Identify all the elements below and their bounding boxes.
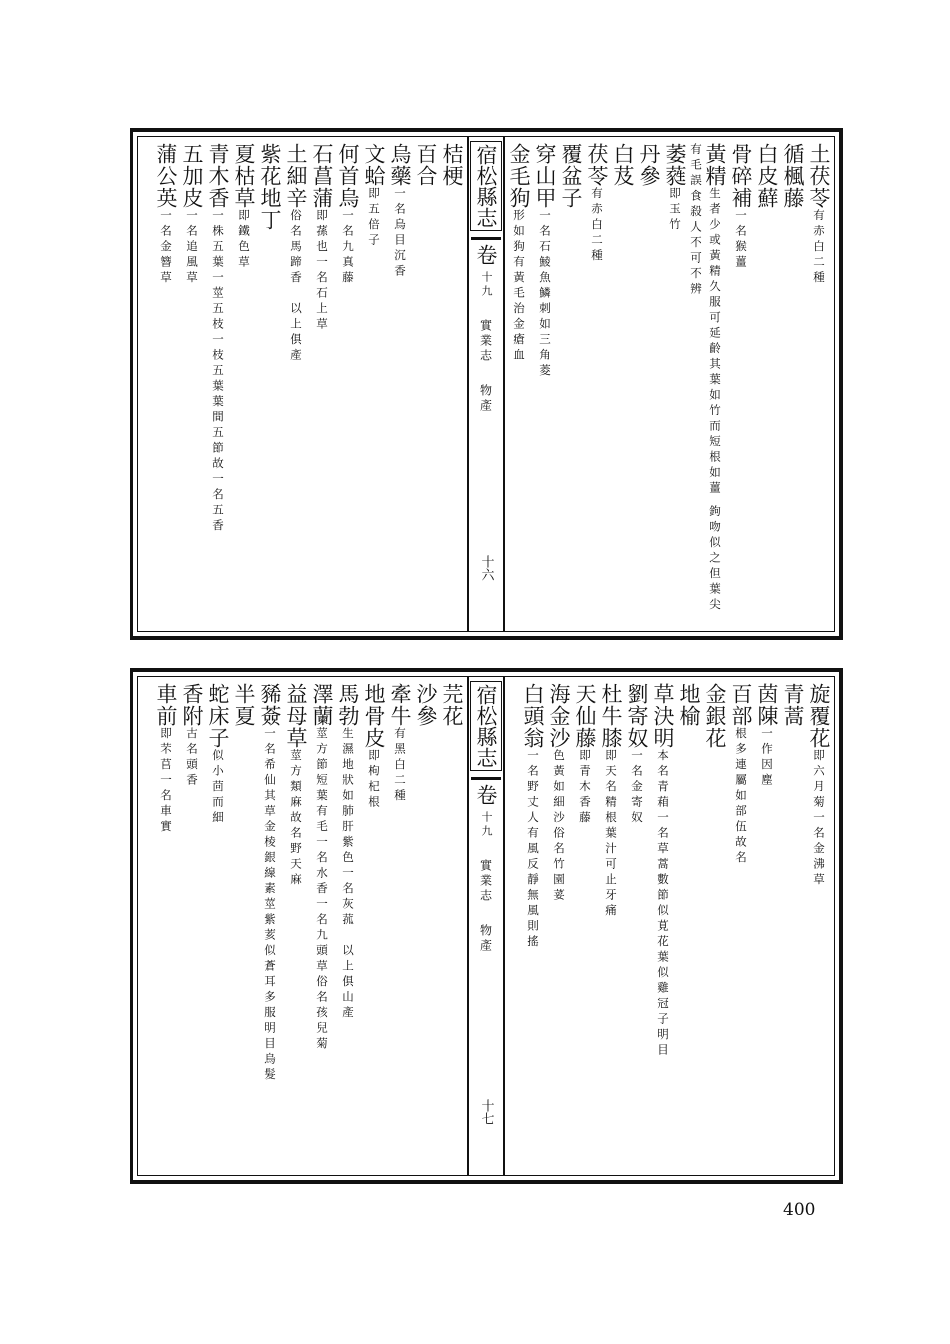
entry-name: 五加皮 <box>180 143 204 209</box>
entry-note: 一名野丈人有風反靜無風則搖 <box>526 749 540 951</box>
entry-note: 即蓀也一名石上草 <box>315 209 329 333</box>
entry-name: 萎蕤 <box>663 143 687 187</box>
entry-note: 本名青葙一名草蒿數節似莧花葉似雞冠子明目 <box>656 749 670 1059</box>
leaf-number: 十六 <box>478 555 494 581</box>
entry-name: 文蛤 <box>362 143 386 187</box>
entry-name: 青蒿 <box>781 683 805 727</box>
entry-name: 青木香 <box>206 143 230 209</box>
entry-note: 俗名馬蹄香 以上俱產 <box>289 209 303 364</box>
entry-name: 桔梗 <box>440 143 464 187</box>
entry-name: 茵陳 <box>755 683 779 727</box>
entry-note: 即鐵色草 <box>237 209 251 271</box>
entry-column <box>546 683 572 1171</box>
entry-column <box>283 143 309 627</box>
entry-name: 芫花 <box>440 683 464 727</box>
entry-column <box>205 143 231 627</box>
entry-column <box>506 143 532 627</box>
section-title: 實業志 <box>478 859 493 904</box>
entry-name: 車前 <box>154 683 178 727</box>
entry-name: 骨碎補 <box>729 143 753 209</box>
entry-column <box>309 143 335 627</box>
entry-column <box>309 683 335 1171</box>
entry-column <box>257 143 283 627</box>
book-title: 宿松縣志 <box>470 141 502 231</box>
entry-name: 白頭翁 <box>521 683 545 749</box>
entry-note: 一名希仙其草金棱銀線素莖紫荄似蒼耳多服明目烏髮 <box>263 727 277 1084</box>
entry-column <box>806 143 832 627</box>
left-half <box>138 677 467 1175</box>
entry-note: 即玉竹 <box>668 187 682 234</box>
entry-name: 杜牛膝 <box>599 683 623 749</box>
juan-number: 十九 <box>480 811 493 839</box>
entry-name: 白皮蘚 <box>755 143 779 209</box>
entry-name: 丹參 <box>637 143 661 187</box>
entry-note: 古名頭香 <box>185 727 199 789</box>
entry-column <box>153 683 179 1171</box>
entry-column <box>780 683 806 1171</box>
entry-name: 半夏 <box>232 683 256 727</box>
entry-name: 馬勃 <box>336 683 360 727</box>
entry-note: 即枸杞根 <box>367 749 381 811</box>
right-half <box>505 677 834 1175</box>
leaf-number: 十七 <box>478 1099 494 1125</box>
entry-column <box>179 143 205 627</box>
entry-note: 即芣苢一名車實 <box>159 727 173 836</box>
entry-name: 何首烏 <box>336 143 360 209</box>
entry-name: 夏枯草 <box>232 143 256 209</box>
entry-note: 一名九真藤 <box>341 209 355 287</box>
entry-name: 循楓藤 <box>781 143 805 209</box>
entry-column <box>179 683 205 1171</box>
book-title: 宿松縣志 <box>470 681 502 771</box>
entry-name: 牽牛 <box>388 683 412 727</box>
entry-column <box>598 683 624 1171</box>
entry-column <box>153 143 179 627</box>
entry-column <box>662 143 688 627</box>
entry-column <box>676 683 702 1171</box>
entry-name: 益母草 <box>284 683 308 749</box>
entry-column <box>806 683 832 1171</box>
entry-name: 金銀花 <box>703 683 727 749</box>
juan-label: 卷 <box>471 777 501 805</box>
entry-name: 黃精 <box>703 143 727 187</box>
leaf-panel-bottom <box>130 668 843 1184</box>
entry-note: 即五倍子 <box>367 187 381 249</box>
left-half <box>138 137 467 631</box>
entry-name: 烏藥 <box>388 143 412 187</box>
entry-note: 色黃如細沙俗名竹園荽 <box>552 749 566 904</box>
entry-note: 一名石鯪魚鱗刺如三角菱 <box>538 209 552 380</box>
entry-column <box>728 143 754 627</box>
entry-name: 茯苓 <box>585 143 609 187</box>
entry-name: 天仙藤 <box>573 683 597 749</box>
entry-note: 莖方類麻故名野天麻 <box>289 749 303 889</box>
juan-label: 卷 <box>471 237 501 265</box>
entry-name: 草決明 <box>651 683 675 749</box>
entry-column <box>439 143 465 627</box>
entry-column <box>231 143 257 627</box>
entry-name: 蛇床子 <box>206 683 230 749</box>
subsection-title: 物產 <box>478 924 493 954</box>
entry-column <box>754 143 780 627</box>
center-spine <box>467 137 505 631</box>
entry-column <box>754 683 780 1171</box>
entry-column <box>231 683 257 1171</box>
entry-note: 一作因塵 <box>760 727 774 789</box>
entry-column <box>205 683 231 1171</box>
entry-note: 有赤白二種 <box>812 209 826 287</box>
entry-name: 土細辛 <box>284 143 308 209</box>
entry-name: 石菖蒲 <box>310 143 334 209</box>
entry-note: 一名金簪草 <box>159 209 173 287</box>
entry-column <box>361 143 387 627</box>
entry-name: 百部 <box>729 683 753 727</box>
entry-column <box>335 143 361 627</box>
entry-name: 沙參 <box>414 683 438 727</box>
entry-column <box>413 683 439 1171</box>
entry-name: 百合 <box>414 143 438 187</box>
right-half <box>505 137 834 631</box>
entry-note: 一名金寄奴 <box>630 749 644 827</box>
entry-note: 有黑白二種 <box>393 727 407 805</box>
entry-name: 澤蘭 <box>310 683 334 727</box>
entry-name: 劉寄奴 <box>625 683 649 749</box>
entry-column <box>283 683 309 1171</box>
entry-note: 生濕地狀如肺肝紫色一名灰菰 以上俱山產 <box>341 727 355 1022</box>
entry-name: 穿山甲 <box>533 143 557 209</box>
entry-column <box>413 143 439 627</box>
entry-column <box>650 683 676 1171</box>
entry-name: 蒲公英 <box>154 143 178 209</box>
entry-column <box>335 683 361 1171</box>
entry-name: 旋覆花 <box>807 683 831 749</box>
page-number: 400 <box>783 1200 816 1220</box>
entry-note: 生者少或黃精久服可延齡其葉如竹而短根如薑 鉤吻似之但葉尖有毛誤食殺人不可不辨 <box>689 143 722 614</box>
entry-column <box>610 143 636 627</box>
entry-note: 一名烏目沉香 <box>393 187 407 280</box>
entry-name: 白芨 <box>611 143 635 187</box>
entry-name: 地榆 <box>677 683 701 727</box>
entry-name: 豨薟 <box>258 683 282 727</box>
entry-column <box>636 143 662 627</box>
entry-column <box>257 683 283 1171</box>
entry-column <box>558 143 584 627</box>
entry-name: 香附 <box>180 683 204 727</box>
entry-column <box>520 683 546 1171</box>
section-title: 實業志 <box>478 319 493 364</box>
entry-column <box>387 683 413 1171</box>
entry-column <box>702 683 728 1171</box>
entry-column <box>688 143 728 627</box>
entry-column <box>387 143 413 627</box>
entry-column <box>572 683 598 1171</box>
entry-note: 即青木香藤 <box>578 749 592 827</box>
entry-note: 一株五葉一莖五枝一枝五葉葉間五節故一名五香 <box>211 209 225 535</box>
entry-name: 海金沙 <box>547 683 571 749</box>
entry-name: 覆盆子 <box>559 143 583 209</box>
entry-note: 即六月菊一名金沸草 <box>812 749 826 889</box>
center-spine <box>467 677 505 1175</box>
juan-number: 十九 <box>480 271 493 299</box>
entry-name: 金毛狗 <box>507 143 531 209</box>
entry-name: 土茯苓 <box>807 143 831 209</box>
entry-note: 即天名精根葉汁可止牙痛 <box>604 749 618 920</box>
entry-column <box>439 683 465 1171</box>
entry-note: 似小茴而細 <box>211 749 225 827</box>
entry-note: 根多連屬如部伍故名 <box>734 727 748 867</box>
leaf-panel-top <box>130 128 843 640</box>
entry-column <box>532 143 558 627</box>
entry-note: 有赤白二種 <box>590 187 604 265</box>
entry-note: 莖方節短葉有毛一名水香一名九頭草俗名孩兒菊 <box>315 727 329 1053</box>
entry-column <box>361 683 387 1171</box>
entry-column <box>728 683 754 1171</box>
entry-note: 形如狗有黃毛治金瘡血 <box>512 209 526 364</box>
entry-note: 一名猴薑 <box>734 209 748 271</box>
entry-column <box>624 683 650 1171</box>
entry-column <box>584 143 610 627</box>
entry-name: 地骨皮 <box>362 683 386 749</box>
entry-note: 一名追風草 <box>185 209 199 287</box>
entry-column <box>780 143 806 627</box>
subsection-title: 物產 <box>478 384 493 414</box>
entry-name: 紫花地丁 <box>258 143 282 231</box>
